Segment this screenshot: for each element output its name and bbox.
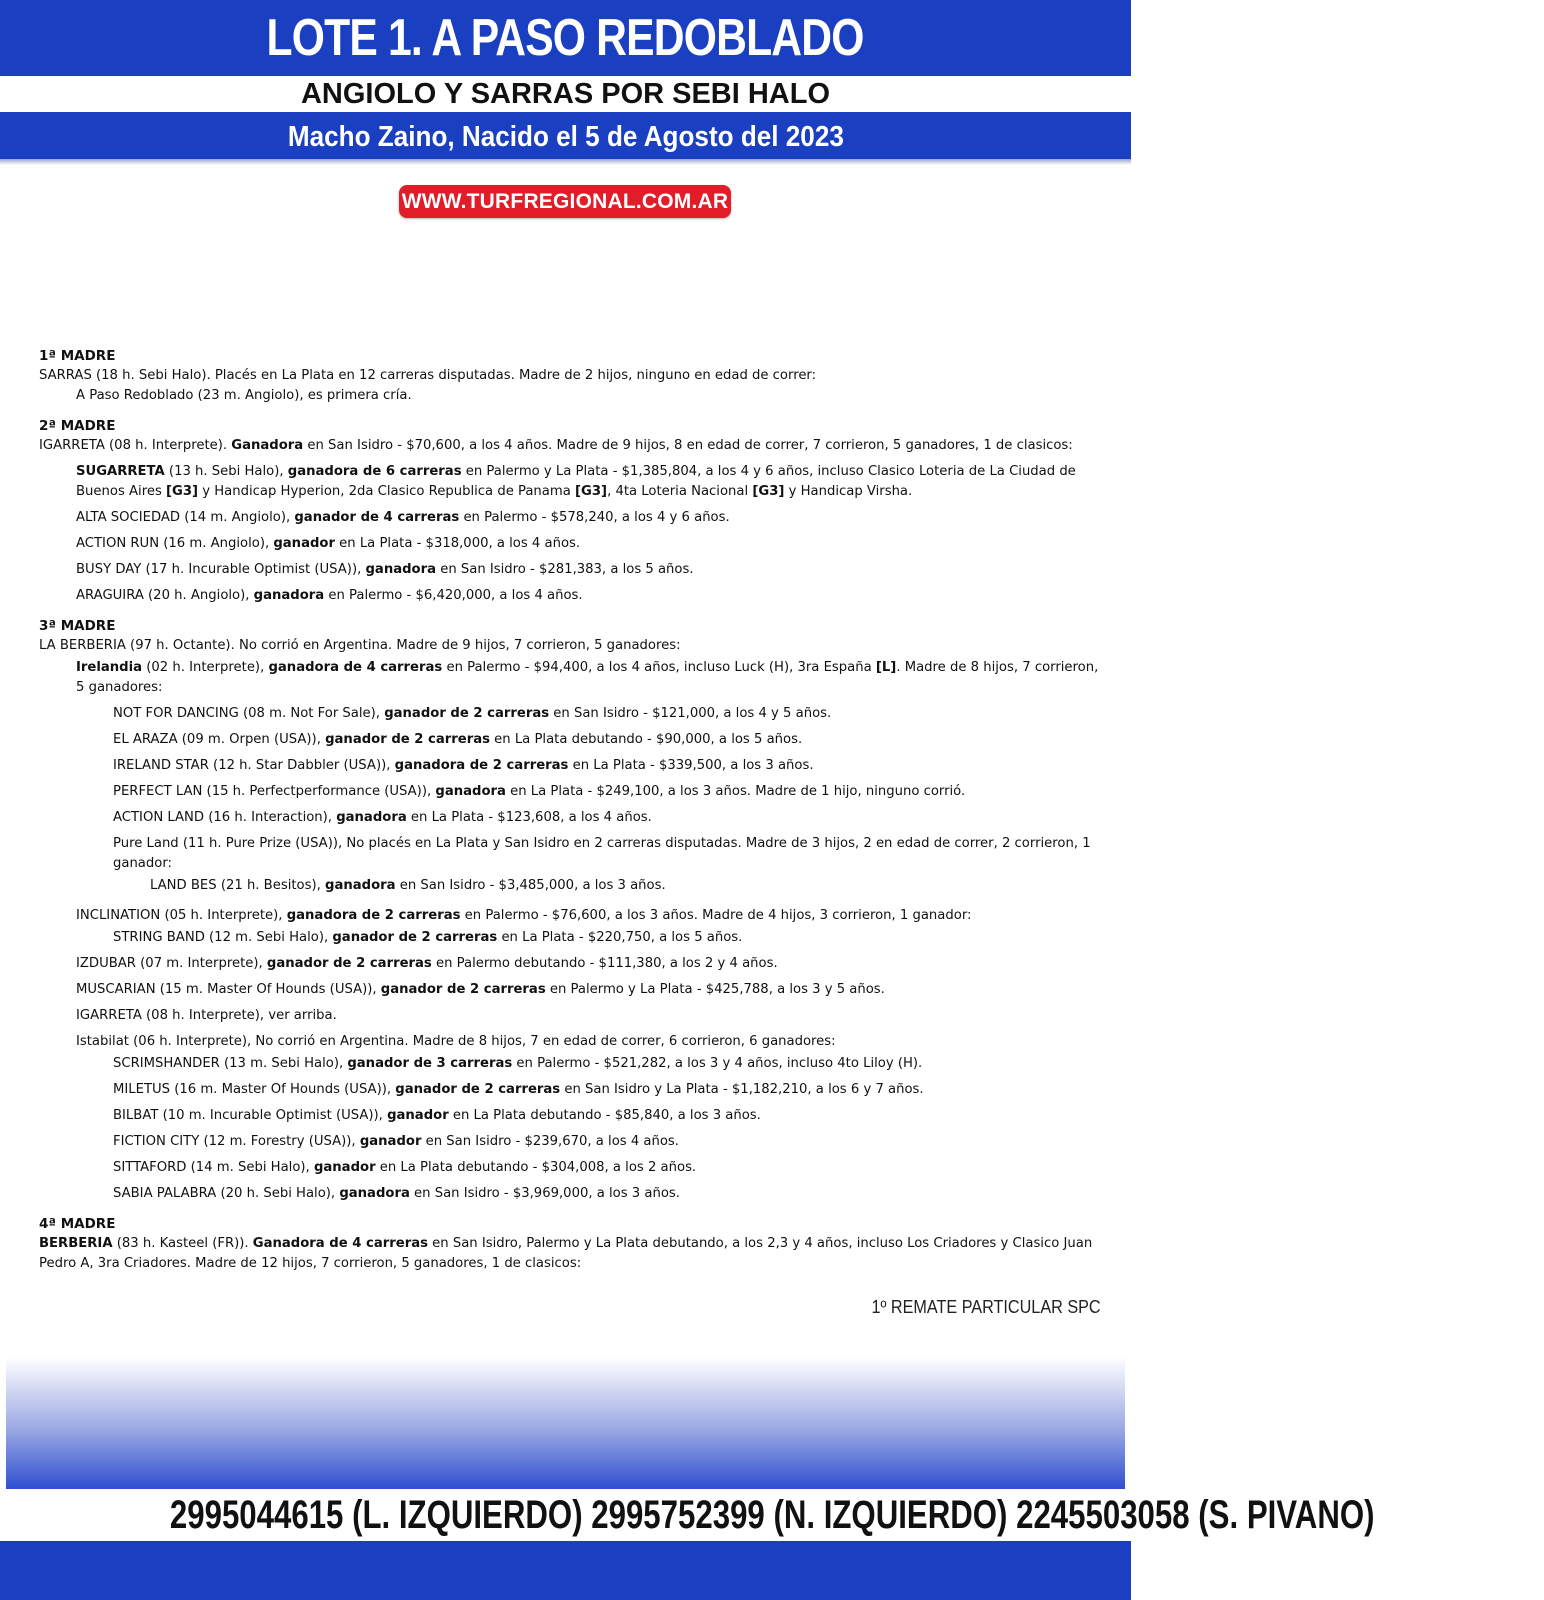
footer-gradient bbox=[6, 1357, 1125, 1489]
offspring-line: NOT FOR DANCING (08 m. Not For Sale), ganador de 2 carreras en San Isidro - $121,000, a los 4 y 5 años. bbox=[113, 706, 832, 721]
footer-bar bbox=[0, 1541, 1131, 1600]
offspring-line: FICTION CITY (12 m. Forestry (USA)), ganador en San Isidro - $239,670, a los 4 años. bbox=[113, 1134, 679, 1149]
offspring-line: Irelandia (02 h. Interprete), ganadora de 4 carreras en Palermo - $94,400, a los 4 años, incluso Luck (H), 3ra España [L]. Madre de 8 hijos, 7 corrieron, 5 ganadores: bbox=[76, 660, 1099, 695]
auction-note: 1º REMATE PARTICULAR SPC bbox=[871, 1297, 1101, 1317]
offspring-line: EL ARAZA (09 m. Orpen (USA)), ganador de 2 carreras en La Plata debutando - $90,000, a los 5 años. bbox=[113, 732, 803, 747]
section-title: 3ª MADRE bbox=[39, 618, 116, 634]
offspring-line: BILBAT (10 m. Incurable Optimist (USA)), ganador en La Plata debutando - $85,840, a los 3 años. bbox=[113, 1108, 761, 1123]
section-title: 2ª MADRE bbox=[39, 418, 116, 434]
offspring-line: PERFECT LAN (15 h. Perfectperformance (USA)), ganadora en La Plata - $249,100, a los 3 años. Madre de 1 hijo, ninguno corrió. bbox=[113, 784, 966, 799]
section-title: 4ª MADRE bbox=[39, 1216, 116, 1232]
offspring-line: IZDUBAR (07 m. Interprete), ganador de 2 carreras en Palermo debutando - $111,380, a los 2 y 4 años. bbox=[76, 956, 778, 971]
offspring-line: MUSCARIAN (15 m. Master Of Hounds (USA)), ganador de 2 carreras en Palermo y La Plata - $425,788, a los 3 y 5 años. bbox=[76, 982, 885, 997]
offspring-line: ACTION RUN (16 m. Angiolo), ganador en La Plata - $318,000, a los 4 años. bbox=[76, 536, 581, 551]
pedigree-line: ANGIOLO Y SARRAS POR SEBI HALO bbox=[0, 76, 1131, 112]
madre-2-section bbox=[39, 416, 1099, 606]
offspring-line: IGARRETA (08 h. Interprete), ver arriba. bbox=[76, 1008, 337, 1023]
description-banner bbox=[0, 115, 1131, 159]
dam-line: BERBERIA (83 h. Kasteel (FR)). Ganadora de 4 carreras en San Isidro, Palermo y La Plata debutando, a los 2,3 y 4 años, incluso Los Criadores y Clasico Juan Pedro A, 3ra Criadores. Madre de 12 hijos, 7 corrieron, 5 ganadores, 1 de clasicos: bbox=[39, 1236, 1093, 1271]
offspring-line: BUSY DAY (17 h. Incurable Optimist (USA)), ganadora en San Isidro - $281,383, a los 5 años. bbox=[76, 562, 694, 577]
dam-line: SARRAS (18 h. Sebi Halo). Placés en La Plata en 12 carreras disputadas. Madre de 2 hijos, ninguno en edad de correr: bbox=[39, 368, 817, 383]
offspring-line: SITTAFORD (14 m. Sebi Halo), ganador en La Plata debutando - $304,008, a los 2 años. bbox=[113, 1160, 697, 1175]
lot-title: LOTE 1. A PASO REDOBLADO bbox=[266, 9, 865, 67]
offspring-line: ALTA SOCIEDAD (14 m. Angiolo), ganador de 4 carreras en Palermo - $578,240, a los 4 y 6 años. bbox=[76, 510, 730, 525]
madre-1-section bbox=[39, 346, 1099, 406]
lot-title-banner bbox=[0, 0, 1131, 76]
offspring-line: STRING BAND (12 m. Sebi Halo), ganador de 2 carreras en La Plata - $220,750, a los 5 años. bbox=[113, 930, 743, 945]
offspring-line: ARAGUIRA (20 h. Angiolo), ganadora en Palermo - $6,420,000, a los 4 años. bbox=[76, 588, 583, 603]
offspring-line: INCLINATION (05 h. Interprete), ganadora de 2 carreras en Palermo - $76,600, a los 3 años. Madre de 4 hijos, 3 corrieron, 1 ganador: bbox=[76, 908, 972, 923]
offspring-line: IRELAND STAR (12 h. Star Dabbler (USA)), ganadora de 2 carreras en La Plata - $339,500, a los 3 años. bbox=[113, 758, 814, 773]
offspring-line: ACTION LAND (16 h. Interaction), ganadora en La Plata - $123,608, a los 4 años. bbox=[113, 810, 652, 825]
offspring-line: SUGARRETA (13 h. Sebi Halo), ganadora de 6 carreras en Palermo y La Plata - $1,385,804, a los 4 y 6 años, incluso Clasico Loteria de La Ciudad de Buenos Aires [G3] y Handicap Hyperion, 2da Clasico Republica de Panama [G3], 4ta Loteria Nacional [G3] y Handicap Virsha. bbox=[76, 464, 1076, 499]
offspring-line: A Paso Redoblado (23 m. Angiolo), es primera cría. bbox=[76, 388, 412, 403]
section-title: 1ª MADRE bbox=[39, 348, 116, 364]
offspring-line: Pure Land (11 h. Pure Prize (USA)), No placés en La Plata y San Isidro en 2 carreras disputadas. Madre de 3 hijos, 2 en edad de correr, 2 corrieron, 1 ganador: bbox=[113, 836, 1091, 871]
horse-description: Macho Zaino, Nacido el 5 de Agosto del 2023 bbox=[287, 121, 844, 153]
offspring-line: SABIA PALABRA (20 h. Sebi Halo), ganadora en San Isidro - $3,969,000, a los 3 años. bbox=[113, 1186, 680, 1201]
pedigree-content bbox=[39, 346, 1099, 1280]
madre-4-section bbox=[39, 1214, 1099, 1274]
offspring-line: Istabilat (06 h. Interprete), No corrió en Argentina. Madre de 8 hijos, 7 en edad de correr, 6 corrieron, 6 ganadores: bbox=[76, 1034, 836, 1049]
offspring-line: MILETUS (16 m. Master Of Hounds (USA)), ganador de 2 carreras en San Isidro y La Plata - $1,182,210, a los 6 y 7 años. bbox=[113, 1082, 924, 1097]
website-link[interactable]: WWW.TURFREGIONAL.COM.AR bbox=[399, 185, 731, 218]
dam-line: IGARRETA (08 h. Interprete). Ganadora en San Isidro - $70,600, a los 4 años. Madre de 9 hijos, 8 en edad de correr, 7 corrieron, 5 ganadores, 1 de clasicos: bbox=[39, 438, 1073, 453]
offspring-line: LAND BES (21 h. Besitos), ganadora en San Isidro - $3,485,000, a los 3 años. bbox=[150, 878, 666, 893]
offspring-line: SCRIMSHANDER (13 m. Sebi Halo), ganador de 3 carreras en Palermo - $521,282, a los 3 y 4 años, incluso 4to Liloy (H). bbox=[113, 1056, 923, 1071]
madre-3-section bbox=[39, 616, 1099, 1204]
dam-line: LA BERBERIA (97 h. Octante). No corrió en Argentina. Madre de 9 hijos, 7 corrieron, 5 ganadores: bbox=[39, 638, 681, 653]
banner-shadow bbox=[0, 159, 1131, 165]
contact-phones: 2995044615 (L. IZQUIERDO) 2995752399 (N. IZQUIERDO) 2245503058 (S. PIVANO) bbox=[0, 1489, 1131, 1541]
